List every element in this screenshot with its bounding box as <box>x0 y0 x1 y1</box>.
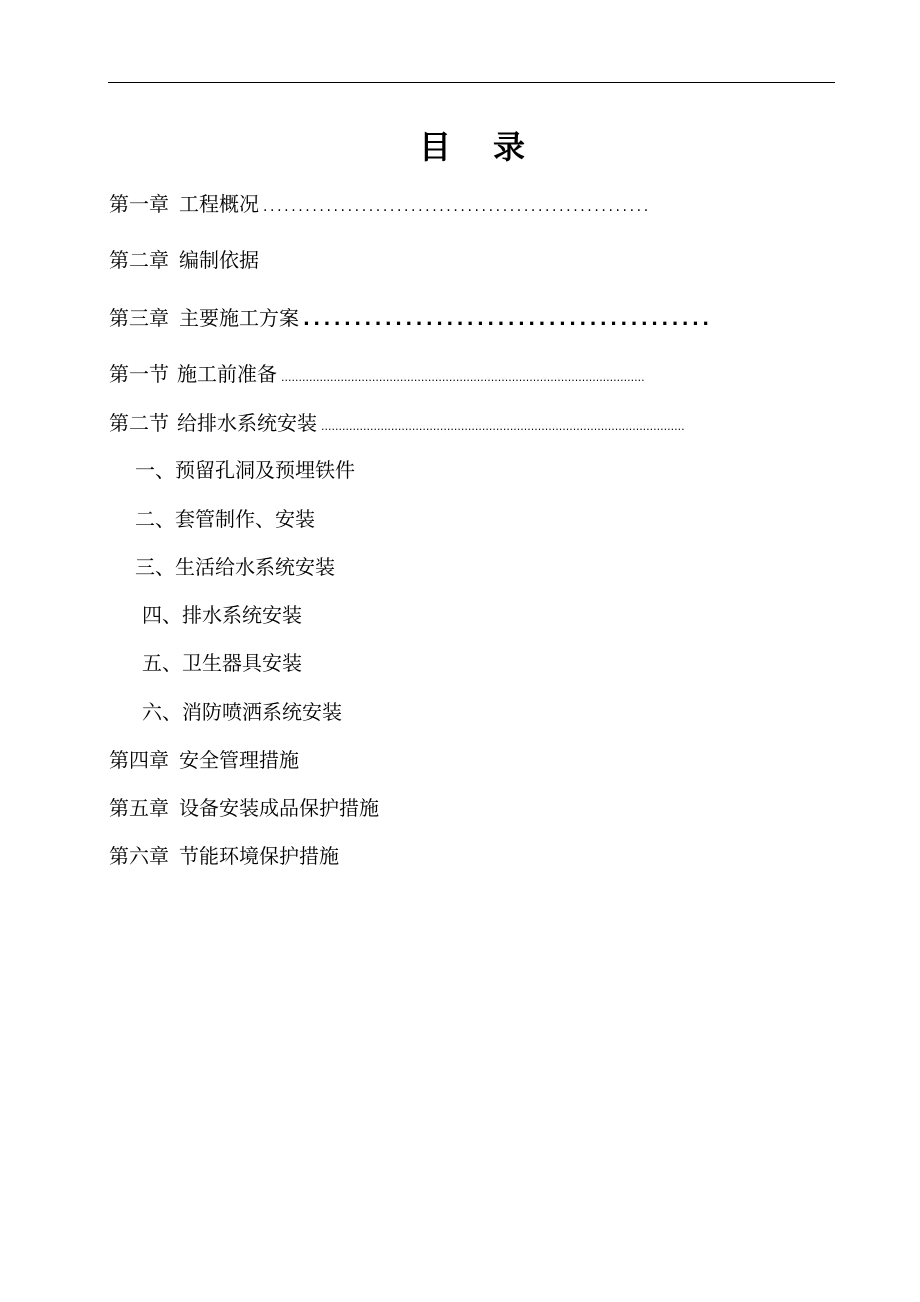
toc-entry-title: 设备安装成品保护措施 <box>179 796 379 820</box>
toc-entry-section-2[interactable] <box>109 408 777 438</box>
toc-entry-subsection-3[interactable] <box>135 552 535 582</box>
toc-entry-number: 四、 <box>142 603 182 627</box>
toc-entry-subsection-1[interactable] <box>135 455 535 485</box>
toc-entry-section-1[interactable] <box>109 359 777 389</box>
toc-entry-subsection-5[interactable] <box>142 648 542 678</box>
toc-entry-number: 第六章 <box>109 844 169 868</box>
header-rule <box>108 82 835 83</box>
toc-entry-chapter-4[interactable] <box>109 745 609 775</box>
toc-entry-title: 节能环境保护措施 <box>179 844 339 868</box>
toc-entry-title: 预留孔洞及预埋铁件 <box>175 458 355 482</box>
toc-entry-number: 第三章 <box>109 306 169 330</box>
toc-entry-title: 卫生器具安装 <box>182 651 302 675</box>
toc-title-char-1: 目 <box>418 128 451 166</box>
toc-entry-title: 安全管理措施 <box>179 748 299 772</box>
toc-entry-title: 生活给水系统安装 <box>175 555 335 579</box>
toc-entry-chapter-1[interactable] <box>109 189 777 219</box>
toc-entry-number: 第五章 <box>109 796 169 820</box>
toc-entry-subsection-6[interactable] <box>142 697 542 727</box>
toc-entry-number: 五、 <box>142 651 182 675</box>
toc-entry-chapter-3[interactable] <box>109 303 777 333</box>
toc-entry-title: 排水系统安装 <box>182 603 302 627</box>
toc-dot-leader: ........................................ <box>303 309 713 330</box>
toc-entry-chapter-6[interactable] <box>109 841 609 871</box>
toc-entry-number: 第二章 <box>109 248 169 272</box>
toc-entry-number: 第四章 <box>109 748 169 772</box>
toc-entry-number: 二、 <box>135 507 175 531</box>
toc-dot-leader: ....................................................... <box>263 199 651 215</box>
toc-entry-subsection-2[interactable] <box>135 504 535 534</box>
toc-dot-leader: ........................................................................................................ <box>281 371 645 384</box>
toc-entry-number: 一、 <box>135 458 175 482</box>
toc-entry-number: 六、 <box>142 700 182 724</box>
toc-title <box>0 124 920 170</box>
toc-dot-leader: ........................................................................................................ <box>321 420 685 433</box>
toc-entry-title: 给排水系统安装 <box>177 411 317 435</box>
toc-entry-number: 第一章 <box>109 192 169 216</box>
toc-entry-title: 编制依据 <box>179 248 259 272</box>
toc-entry-chapter-5[interactable] <box>109 793 609 823</box>
toc-entry-title: 工程概况 <box>179 192 259 216</box>
toc-entry-chapter-2[interactable] <box>109 245 777 275</box>
toc-entry-title: 消防喷洒系统安装 <box>182 700 342 724</box>
toc-entry-title: 套管制作、安装 <box>175 507 315 531</box>
toc-title-char-2: 录 <box>493 128 526 166</box>
toc-entry-title: 施工前准备 <box>177 362 277 386</box>
toc-entry-number: 三、 <box>135 555 175 579</box>
toc-entry-subsection-4[interactable] <box>142 600 542 630</box>
toc-entry-number: 第一节 <box>109 362 169 386</box>
toc-entry-number: 第二节 <box>109 411 169 435</box>
toc-entry-title: 主要施工方案 <box>179 306 299 330</box>
